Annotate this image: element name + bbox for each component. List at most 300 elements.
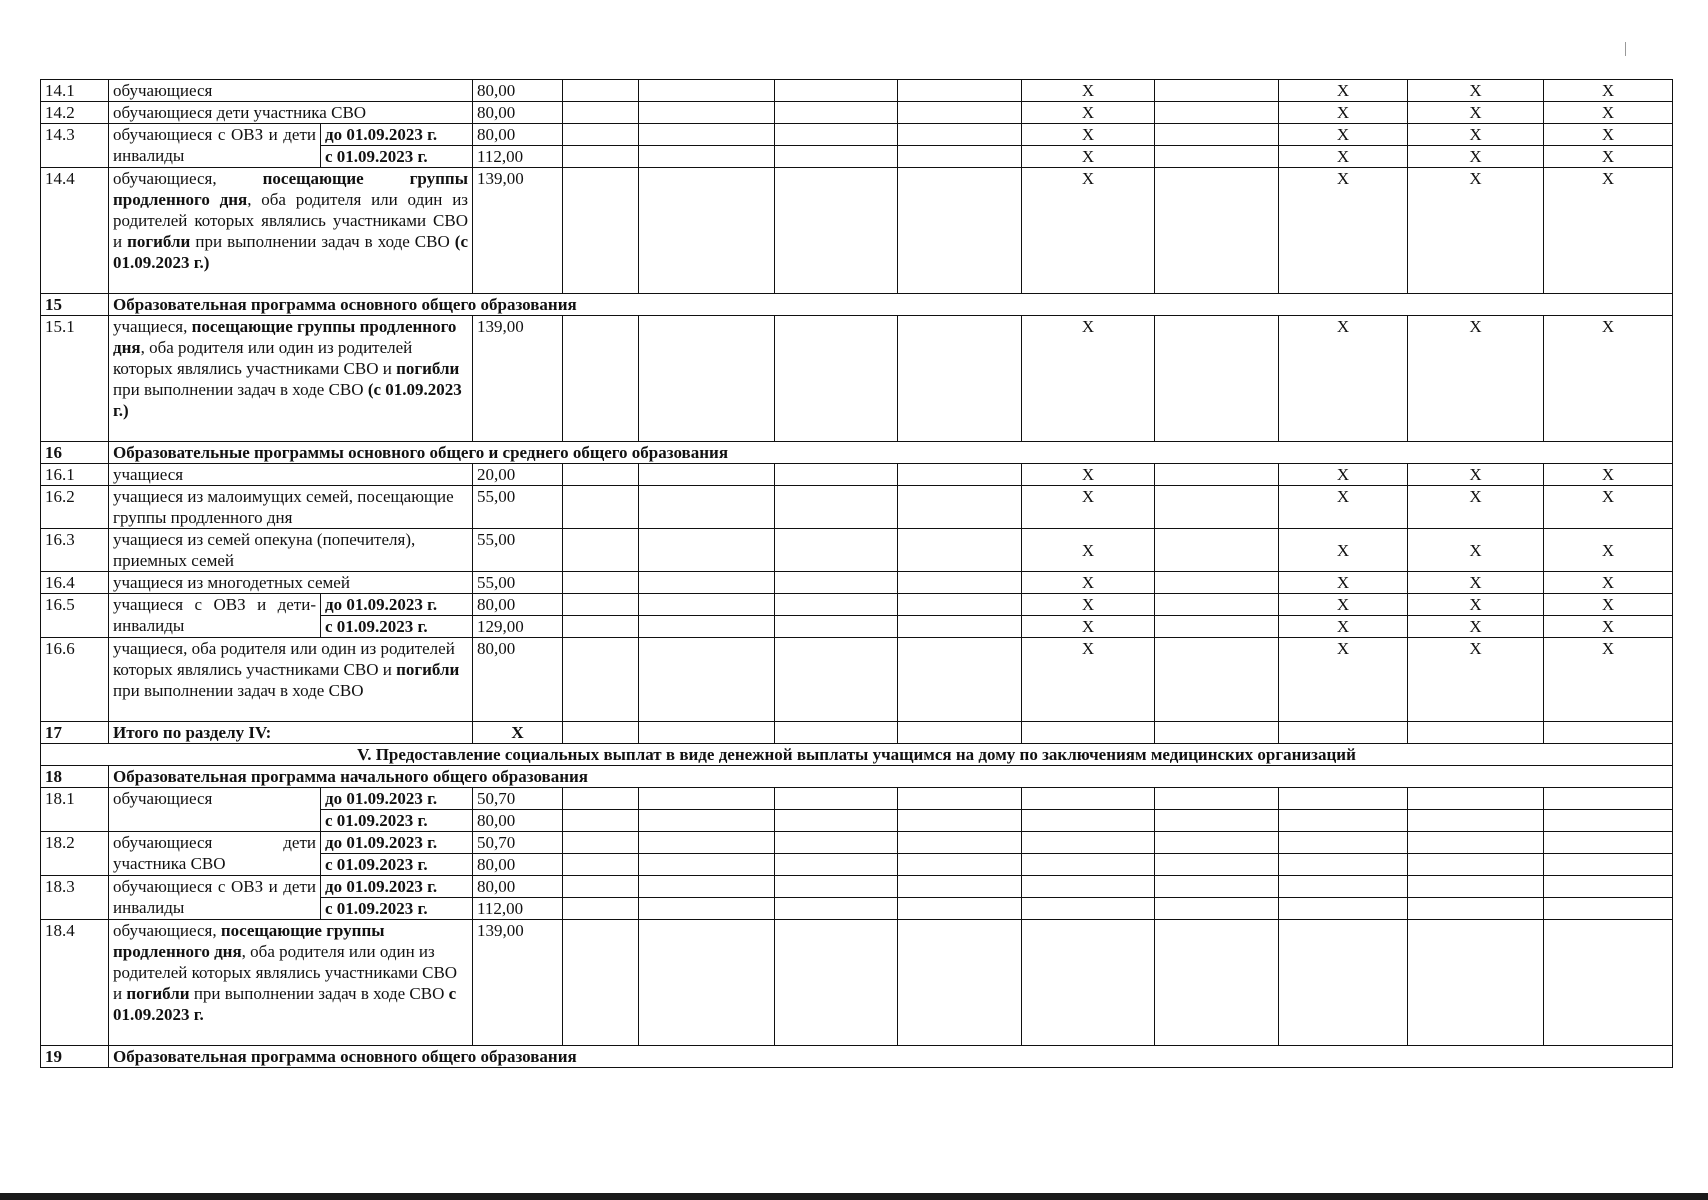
- empty-cell: [898, 594, 1022, 616]
- empty-cell: [639, 832, 775, 854]
- label-fragment: , оба родителя или один из родителей которых являлись участниками СВО и: [113, 942, 458, 1003]
- x-mark-cell: X: [1544, 80, 1673, 102]
- x-mark-cell: X: [1544, 102, 1673, 124]
- x-mark-cell: X: [1022, 594, 1155, 616]
- empty-cell: [639, 722, 775, 744]
- empty-cell: [1155, 810, 1279, 832]
- empty-cell: [1279, 832, 1408, 854]
- row-date: до 01.09.2023 г.: [321, 594, 473, 616]
- label-fragment: погибли: [396, 660, 460, 679]
- x-mark-cell: X: [1279, 594, 1408, 616]
- x-mark-cell: X: [1408, 594, 1544, 616]
- empty-cell: [1155, 920, 1279, 1046]
- x-mark-cell: X: [1022, 124, 1155, 146]
- empty-cell: [775, 920, 898, 1046]
- empty-cell: [563, 810, 639, 832]
- empty-cell: [563, 168, 639, 294]
- row-date: с 01.09.2023 г.: [321, 898, 473, 920]
- label-fragment: (с 01.09.2023 г.): [113, 232, 468, 272]
- empty-cell: [1279, 810, 1408, 832]
- empty-cell: [775, 572, 898, 594]
- x-mark-cell: X: [1022, 80, 1155, 102]
- table-row: [41, 124, 1673, 146]
- row-value: 50,70: [473, 832, 563, 854]
- empty-cell: [1544, 722, 1673, 744]
- label-fragment: посещающие группы продленного дня: [113, 921, 385, 961]
- row-label: [109, 638, 473, 722]
- row-value: 139,00: [473, 316, 563, 442]
- empty-cell: [775, 529, 898, 572]
- empty-cell: [1408, 854, 1544, 876]
- empty-cell: [639, 898, 775, 920]
- scan-bottom-edge: [0, 1193, 1708, 1200]
- label-fragment: , оба родителя или один из родителей которых являлись участниками СВО и: [113, 190, 469, 251]
- empty-cell: [1155, 638, 1279, 722]
- empty-cell: [639, 146, 775, 168]
- empty-cell: [1022, 788, 1155, 810]
- empty-cell: [563, 486, 639, 529]
- empty-cell: [898, 316, 1022, 442]
- row-value: 80,00: [473, 810, 563, 832]
- empty-cell: [1155, 464, 1279, 486]
- empty-cell: [775, 316, 898, 442]
- empty-cell: [775, 616, 898, 638]
- empty-cell: [639, 854, 775, 876]
- x-mark-cell: X: [1279, 529, 1408, 572]
- row-number: 14.1: [41, 80, 109, 102]
- x-mark-cell: X: [1279, 102, 1408, 124]
- empty-cell: [1408, 788, 1544, 810]
- section-title: Образовательная программа основного общего образования: [109, 294, 1673, 316]
- table-row: [41, 80, 1673, 102]
- empty-cell: [639, 638, 775, 722]
- empty-cell: [775, 788, 898, 810]
- row-value: 139,00: [473, 920, 563, 1046]
- row-value: 139,00: [473, 168, 563, 294]
- row-label: учащиеся из многодетных семей: [109, 572, 473, 594]
- empty-cell: [563, 572, 639, 594]
- empty-cell: [1544, 854, 1673, 876]
- label-fragment: учащиеся, оба родителя или один из родителей которых являлись участниками СВО и: [113, 639, 455, 679]
- x-mark-cell: X: [1544, 124, 1673, 146]
- empty-cell: [898, 854, 1022, 876]
- row-number: 18.2: [41, 832, 109, 876]
- x-mark-cell: X: [1544, 146, 1673, 168]
- row-date: с 01.09.2023 г.: [321, 146, 473, 168]
- table-row: [41, 920, 1673, 1046]
- empty-cell: [898, 898, 1022, 920]
- empty-cell: [563, 529, 639, 572]
- total-row: [41, 722, 1673, 744]
- table-row: [41, 788, 1673, 810]
- empty-cell: [1022, 810, 1155, 832]
- row-label: обучающиеся: [109, 788, 321, 832]
- label-fragment: посещающие группы продленного дня: [113, 169, 468, 209]
- empty-cell: [563, 898, 639, 920]
- empty-cell: [1544, 898, 1673, 920]
- row-label: учащиеся: [109, 464, 473, 486]
- empty-cell: [563, 464, 639, 486]
- empty-cell: [898, 124, 1022, 146]
- empty-cell: [775, 80, 898, 102]
- empty-cell: [1155, 102, 1279, 124]
- row-value: 80,00: [473, 102, 563, 124]
- empty-cell: [639, 788, 775, 810]
- part-heading-row: [41, 744, 1673, 766]
- empty-cell: [1155, 572, 1279, 594]
- section-row: [41, 1046, 1673, 1068]
- row-label: [109, 920, 473, 1046]
- empty-cell: [563, 638, 639, 722]
- x-mark-cell: X: [1408, 124, 1544, 146]
- empty-cell: [563, 124, 639, 146]
- row-value: 129,00: [473, 616, 563, 638]
- row-label: [109, 316, 473, 442]
- label-fragment: учащиеся,: [113, 317, 192, 336]
- empty-cell: [1279, 788, 1408, 810]
- empty-cell: [1279, 722, 1408, 744]
- x-mark-cell: X: [1279, 146, 1408, 168]
- empty-cell: [639, 486, 775, 529]
- empty-cell: [639, 810, 775, 832]
- row-value: 80,00: [473, 594, 563, 616]
- empty-cell: [1544, 920, 1673, 1046]
- empty-cell: [1279, 876, 1408, 898]
- empty-cell: [639, 316, 775, 442]
- x-mark-cell: X: [1022, 464, 1155, 486]
- x-mark-cell: X: [1022, 168, 1155, 294]
- table-row: [41, 102, 1673, 124]
- label-fragment: (с 01.09.2023 г.): [113, 380, 462, 420]
- label-fragment: обучающиеся,: [113, 921, 221, 940]
- x-mark-cell: X: [1022, 316, 1155, 442]
- label-fragment: погибли: [126, 984, 190, 1003]
- section-number: 16: [41, 442, 109, 464]
- x-mark-cell: X: [1408, 146, 1544, 168]
- section-number: 15: [41, 294, 109, 316]
- empty-cell: [775, 146, 898, 168]
- empty-cell: [563, 722, 639, 744]
- row-date: до 01.09.2023 г.: [321, 832, 473, 854]
- row-value: 80,00: [473, 638, 563, 722]
- empty-cell: [1408, 876, 1544, 898]
- empty-cell: [775, 810, 898, 832]
- empty-cell: [1155, 854, 1279, 876]
- row-label: учащиеся с ОВЗ и дети-инвалиды: [109, 594, 321, 638]
- x-mark-cell: X: [1279, 616, 1408, 638]
- row-value: 112,00: [473, 146, 563, 168]
- row-number: 18.4: [41, 920, 109, 1046]
- empty-cell: [639, 464, 775, 486]
- table-row: [41, 572, 1673, 594]
- x-mark-cell: X: [1544, 616, 1673, 638]
- empty-cell: [1022, 722, 1155, 744]
- empty-cell: [898, 486, 1022, 529]
- empty-cell: [563, 146, 639, 168]
- row-label: [109, 168, 473, 294]
- empty-cell: [1408, 898, 1544, 920]
- empty-cell: [1544, 832, 1673, 854]
- row-number: 16.5: [41, 594, 109, 638]
- empty-cell: [898, 529, 1022, 572]
- x-mark-cell: X: [1279, 464, 1408, 486]
- empty-cell: [775, 124, 898, 146]
- row-label: обучающиеся дети участника СВО: [109, 832, 321, 876]
- table-row: [41, 316, 1673, 442]
- empty-cell: [898, 464, 1022, 486]
- empty-cell: [1155, 876, 1279, 898]
- empty-cell: [775, 854, 898, 876]
- row-date: с 01.09.2023 г.: [321, 810, 473, 832]
- empty-cell: [775, 832, 898, 854]
- row-date: до 01.09.2023 г.: [321, 788, 473, 810]
- empty-cell: [775, 102, 898, 124]
- label-fragment: обучающиеся,: [113, 169, 263, 188]
- x-mark-cell: X: [1544, 529, 1673, 572]
- x-mark-cell: X: [1544, 316, 1673, 442]
- table-row: [41, 832, 1673, 854]
- empty-cell: [1022, 876, 1155, 898]
- empty-cell: [898, 722, 1022, 744]
- row-number: 16.2: [41, 486, 109, 529]
- empty-cell: [639, 124, 775, 146]
- empty-cell: [639, 572, 775, 594]
- payments-table: [40, 79, 1673, 1068]
- empty-cell: [898, 810, 1022, 832]
- x-mark-cell: X: [1279, 168, 1408, 294]
- empty-cell: [775, 486, 898, 529]
- empty-cell: [1544, 788, 1673, 810]
- x-mark-cell: X: [1544, 572, 1673, 594]
- x-mark-cell: X: [1408, 80, 1544, 102]
- empty-cell: [639, 876, 775, 898]
- empty-cell: [898, 80, 1022, 102]
- empty-cell: [1544, 876, 1673, 898]
- empty-cell: [639, 594, 775, 616]
- x-mark-cell: X: [1408, 168, 1544, 294]
- x-mark-cell: X: [1022, 616, 1155, 638]
- empty-cell: [563, 788, 639, 810]
- x-mark-cell: X: [1022, 572, 1155, 594]
- empty-cell: [563, 594, 639, 616]
- empty-cell: [1408, 832, 1544, 854]
- x-mark-cell: X: [1279, 316, 1408, 442]
- empty-cell: [1155, 316, 1279, 442]
- empty-cell: [898, 788, 1022, 810]
- empty-cell: [898, 638, 1022, 722]
- total-value: X: [473, 722, 563, 744]
- table-row: [41, 486, 1673, 529]
- section-number: 19: [41, 1046, 109, 1068]
- x-mark-cell: X: [1022, 486, 1155, 529]
- empty-cell: [1155, 486, 1279, 529]
- empty-cell: [1408, 722, 1544, 744]
- empty-cell: [1155, 722, 1279, 744]
- row-value: 55,00: [473, 486, 563, 529]
- x-mark-cell: X: [1408, 638, 1544, 722]
- empty-cell: [639, 168, 775, 294]
- x-mark-cell: X: [1022, 146, 1155, 168]
- empty-cell: [563, 316, 639, 442]
- x-mark-cell: X: [1408, 316, 1544, 442]
- x-mark-cell: X: [1544, 168, 1673, 294]
- section-title: Образовательная программа начального общего образования: [109, 766, 1673, 788]
- x-mark-cell: X: [1279, 486, 1408, 529]
- empty-cell: [775, 876, 898, 898]
- x-mark-cell: X: [1279, 124, 1408, 146]
- x-mark-cell: X: [1544, 638, 1673, 722]
- empty-cell: [775, 722, 898, 744]
- x-mark-cell: X: [1544, 486, 1673, 529]
- empty-cell: [1155, 898, 1279, 920]
- label-fragment: посещающие группы продленного дня: [113, 317, 457, 357]
- section-row: [41, 766, 1673, 788]
- empty-cell: [639, 80, 775, 102]
- empty-cell: [563, 80, 639, 102]
- scan-mark: [1625, 42, 1626, 56]
- label-fragment: , оба родителя или один из родителей которых являлись участниками СВО и: [113, 338, 413, 378]
- total-number: 17: [41, 722, 109, 744]
- row-date: до 01.09.2023 г.: [321, 876, 473, 898]
- row-number: 14.4: [41, 168, 109, 294]
- label-fragment: при выполнении задач в ходе СВО: [190, 232, 455, 251]
- row-value: 112,00: [473, 898, 563, 920]
- empty-cell: [1544, 810, 1673, 832]
- row-number: 14.2: [41, 102, 109, 124]
- empty-cell: [563, 616, 639, 638]
- row-value: 80,00: [473, 876, 563, 898]
- row-label: обучающиеся с ОВЗ и дети инвалиды: [109, 124, 321, 168]
- x-mark-cell: X: [1408, 486, 1544, 529]
- empty-cell: [775, 464, 898, 486]
- empty-cell: [1155, 616, 1279, 638]
- empty-cell: [639, 920, 775, 1046]
- x-mark-cell: X: [1408, 102, 1544, 124]
- empty-cell: [1279, 854, 1408, 876]
- empty-cell: [639, 102, 775, 124]
- row-label: учащиеся из семей опекуна (попечителя), приемных семей: [109, 529, 473, 572]
- row-number: 18.1: [41, 788, 109, 832]
- table-row: [41, 638, 1673, 722]
- x-mark-cell: X: [1408, 616, 1544, 638]
- row-date: с 01.09.2023 г.: [321, 616, 473, 638]
- section-title: Образовательные программы основного общего и среднего общего образования: [109, 442, 1673, 464]
- x-mark-cell: X: [1408, 572, 1544, 594]
- empty-cell: [898, 102, 1022, 124]
- x-mark-cell: X: [1544, 594, 1673, 616]
- empty-cell: [1155, 168, 1279, 294]
- row-date: с 01.09.2023 г.: [321, 854, 473, 876]
- label-fragment: погибли: [396, 359, 460, 378]
- empty-cell: [563, 876, 639, 898]
- section-row: [41, 442, 1673, 464]
- label-fragment: при выполнении задач в ходе СВО: [113, 681, 364, 700]
- empty-cell: [775, 594, 898, 616]
- empty-cell: [1155, 788, 1279, 810]
- total-label: Итого по разделу IV:: [109, 722, 473, 744]
- row-value: 55,00: [473, 572, 563, 594]
- empty-cell: [775, 898, 898, 920]
- row-number: 14.3: [41, 124, 109, 168]
- row-value: 80,00: [473, 854, 563, 876]
- row-label: учащиеся из малоимущих семей, посещающие группы продленного дня: [109, 486, 473, 529]
- row-number: 18.3: [41, 876, 109, 920]
- empty-cell: [1155, 529, 1279, 572]
- empty-cell: [898, 146, 1022, 168]
- empty-cell: [775, 638, 898, 722]
- empty-cell: [563, 832, 639, 854]
- row-value: 50,70: [473, 788, 563, 810]
- row-value: 80,00: [473, 80, 563, 102]
- row-number: 16.4: [41, 572, 109, 594]
- row-date: до 01.09.2023 г.: [321, 124, 473, 146]
- table-row: [41, 529, 1673, 572]
- empty-cell: [1408, 920, 1544, 1046]
- x-mark-cell: X: [1279, 572, 1408, 594]
- section-row: [41, 294, 1673, 316]
- row-number: 15.1: [41, 316, 109, 442]
- row-value: 80,00: [473, 124, 563, 146]
- empty-cell: [898, 876, 1022, 898]
- section-number: 18: [41, 766, 109, 788]
- empty-cell: [1022, 920, 1155, 1046]
- empty-cell: [1155, 146, 1279, 168]
- row-label: обучающиеся с ОВЗ и дети инвалиды: [109, 876, 321, 920]
- row-number: 16.6: [41, 638, 109, 722]
- empty-cell: [1155, 594, 1279, 616]
- section-title: Образовательная программа основного общего образования: [109, 1046, 1673, 1068]
- label-fragment: погибли: [127, 232, 191, 251]
- empty-cell: [563, 102, 639, 124]
- x-mark-cell: X: [1279, 80, 1408, 102]
- label-fragment: при выполнении задач в ходе СВО: [189, 984, 449, 1003]
- table-row: [41, 464, 1673, 486]
- empty-cell: [898, 832, 1022, 854]
- x-mark-cell: X: [1022, 102, 1155, 124]
- x-mark-cell: X: [1408, 529, 1544, 572]
- empty-cell: [563, 854, 639, 876]
- x-mark-cell: X: [1022, 638, 1155, 722]
- row-number: 16.1: [41, 464, 109, 486]
- x-mark-cell: X: [1022, 529, 1155, 572]
- empty-cell: [1022, 832, 1155, 854]
- empty-cell: [898, 572, 1022, 594]
- empty-cell: [1155, 124, 1279, 146]
- row-value: 20,00: [473, 464, 563, 486]
- row-value: 55,00: [473, 529, 563, 572]
- empty-cell: [639, 529, 775, 572]
- table-body: [41, 80, 1673, 1068]
- label-fragment: с 01.09.2023 г.: [113, 984, 457, 1024]
- empty-cell: [898, 920, 1022, 1046]
- empty-cell: [1155, 80, 1279, 102]
- empty-cell: [898, 616, 1022, 638]
- row-number: 16.3: [41, 529, 109, 572]
- empty-cell: [775, 168, 898, 294]
- part-heading: V. Предоставление социальных выплат в виде денежной выплаты учащимся на дому по заключениям медицинских организаций: [41, 744, 1673, 766]
- x-mark-cell: X: [1279, 638, 1408, 722]
- empty-cell: [563, 920, 639, 1046]
- x-mark-cell: X: [1544, 464, 1673, 486]
- empty-cell: [639, 616, 775, 638]
- empty-cell: [898, 168, 1022, 294]
- empty-cell: [1408, 810, 1544, 832]
- table-row: [41, 168, 1673, 294]
- row-label: обучающиеся дети участника СВО: [109, 102, 473, 124]
- empty-cell: [1022, 854, 1155, 876]
- empty-cell: [1279, 898, 1408, 920]
- empty-cell: [1022, 898, 1155, 920]
